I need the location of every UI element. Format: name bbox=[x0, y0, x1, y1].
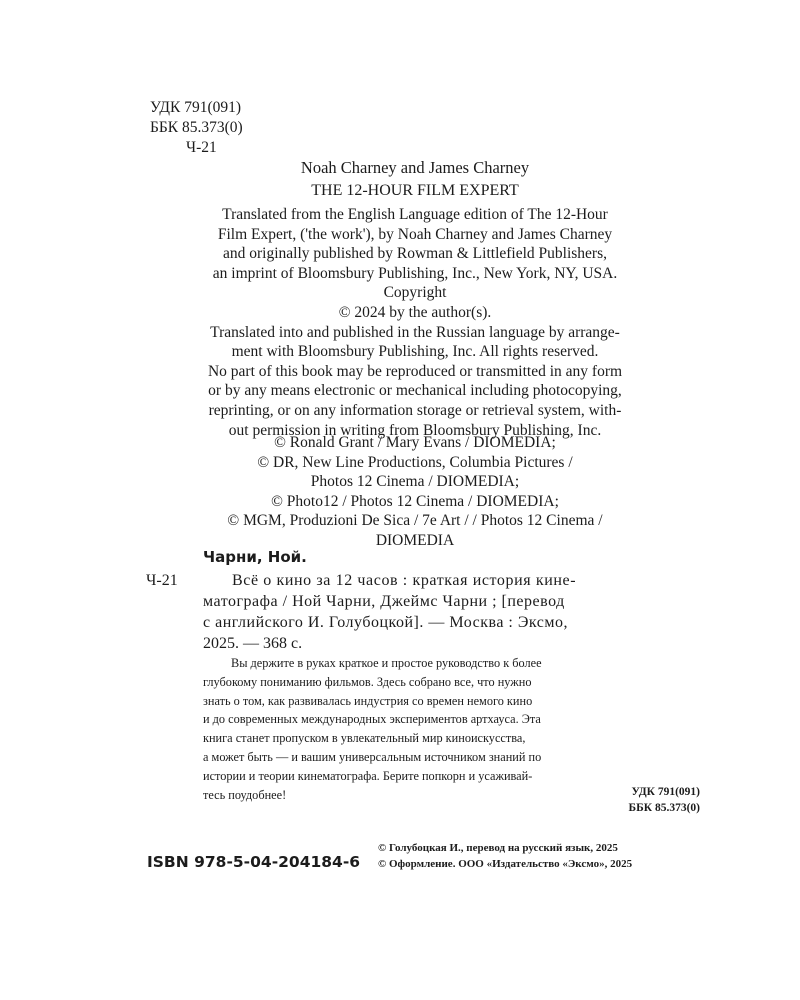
annotation-line: книга станет пропуском в увлекательный мир киноискусства, bbox=[203, 731, 526, 746]
credit-line: DIOMEDIA bbox=[375, 531, 455, 549]
annotation-line: Вы держите в руках краткое и простое руководство к более bbox=[231, 656, 542, 670]
notice-line: Copyright bbox=[383, 284, 447, 302]
notice-line: © 2024 by the author(s). bbox=[338, 303, 492, 321]
notice-line: No part of this book may be reproduced or transmitted in any form bbox=[207, 362, 623, 380]
bottom-bbk: ББК 85.373(0) bbox=[628, 802, 700, 814]
credit-line: © Photo12 / Photos 12 Cinema / DIOMEDIA; bbox=[271, 492, 559, 510]
photo-credits bbox=[140, 433, 690, 551]
annotation-line: знать о том, как развивалась индустрия со времен немого кино bbox=[203, 693, 533, 708]
credit-line: Photos 12 Cinema / DIOMEDIA; bbox=[310, 473, 520, 491]
notice-line: ment with Bloomsbury Publishing, Inc. All rights reserved. bbox=[231, 343, 599, 361]
notice-line: and originally published by Rowman & Littlefield Publishers, bbox=[222, 245, 607, 263]
notice-line: an imprint of Bloomsbury Publishing, Inc., New York, NY, USA. bbox=[212, 264, 618, 282]
description-line: Всё о кино за 12 часов : краткая история кине- bbox=[232, 572, 577, 589]
author-mark: Ч-21 bbox=[186, 139, 217, 156]
description-line: 2025. — 368 с. bbox=[203, 635, 303, 652]
notice-line: or by any means electronic or mechanical including photocopying, bbox=[208, 382, 622, 400]
annotation-line: истории и теории кинематографа. Берите попкорн и усаживай- bbox=[203, 768, 533, 783]
catalog-description bbox=[203, 570, 700, 654]
classification-codes bbox=[150, 98, 243, 158]
credit-line: © DR, New Line Productions, Columbia Pictures / bbox=[257, 453, 573, 471]
original-title: THE 12-HOUR FILM EXPERT bbox=[311, 182, 519, 199]
notice-line: Translated into and published in the Russian language by arrange- bbox=[210, 323, 620, 341]
description-line: с английского И. Голубоцкой]. — Москва : Эксмо, bbox=[203, 614, 569, 631]
notice-line: reprinting, or on any information storage or retrieval system, with- bbox=[208, 401, 622, 419]
bottom-udk: УДК 791(091) bbox=[631, 786, 700, 798]
description-line: матографа / Ной Чарни, Джеймс Чарни ; [перевод bbox=[203, 593, 565, 610]
annotation-line: и до современных международных экспериментов артхауса. Эта bbox=[203, 712, 541, 727]
annotation-line: тесь поудобнее! bbox=[203, 787, 287, 802]
credit-line: © Ronald Grant / Mary Evans / DIOMEDIA; bbox=[274, 434, 556, 451]
annotation-line: а может быть — и вашим универсальным источником знаний по bbox=[203, 749, 542, 764]
rights-notice bbox=[140, 205, 690, 440]
copyright-lines bbox=[378, 840, 632, 872]
udk-code: УДК 791(091) bbox=[150, 99, 242, 116]
catalog-author-heading: Чарни, Ной. bbox=[203, 548, 307, 566]
notice-line: Translated from the English Language edition of The 12-Hour bbox=[222, 206, 608, 223]
annotation bbox=[203, 654, 701, 804]
bottom-classification bbox=[629, 784, 700, 816]
copyright-line: © Оформление. ООО «Издательство «Эксмо», 2025 bbox=[378, 858, 633, 870]
catalog-index-code: Ч-21 bbox=[146, 572, 178, 589]
annotation-line: глубокому пониманию фильмов. Здесь собрано все, что нужно bbox=[203, 674, 532, 689]
original-authors: Noah Charney and James Charney bbox=[300, 158, 530, 177]
bbk-code: ББК 85.373(0) bbox=[150, 119, 243, 136]
notice-line: out permission in writing from Bloomsbury Publishing, Inc. bbox=[228, 421, 602, 439]
notice-line: Film Expert, ('the work'), by Noah Charney and James Charney bbox=[217, 225, 613, 243]
copyright-line: © Голубоцкая И., перевод на русский язык, 2025 bbox=[378, 842, 618, 854]
credit-line: © MGM, Produzioni De Sica / 7e Art / / Photos 12 Cinema / bbox=[227, 512, 603, 530]
isbn: ISBN 978-5-04-204184-6 bbox=[147, 853, 361, 871]
